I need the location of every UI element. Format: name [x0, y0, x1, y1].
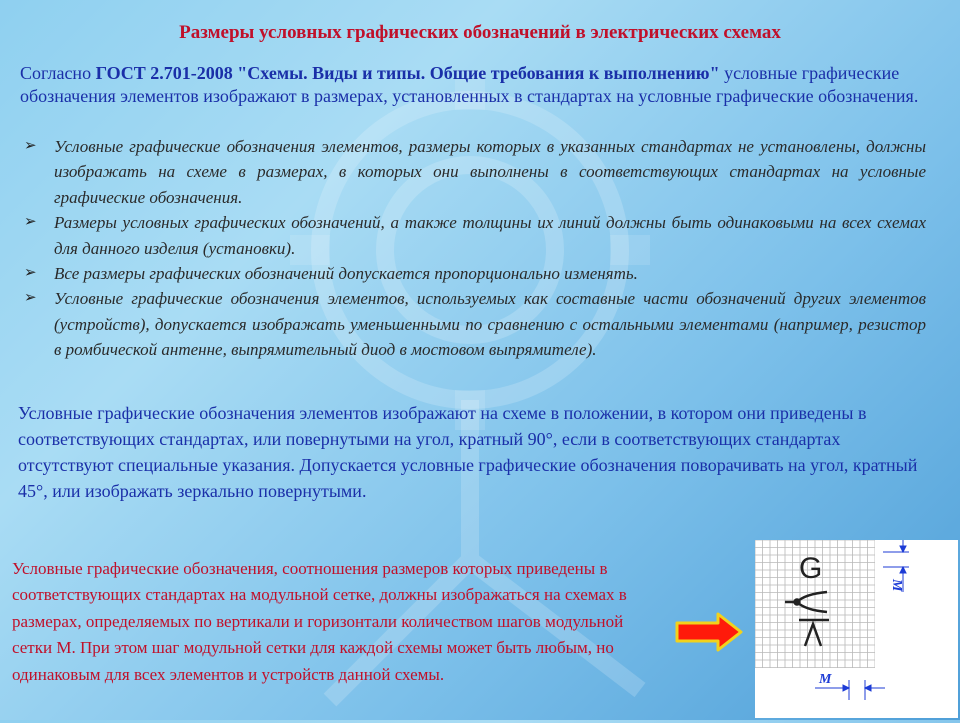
list-item [22, 210, 926, 261]
generator-symbol-label: G [799, 552, 823, 585]
modular-grid-drawing [755, 540, 958, 718]
list-item [22, 261, 926, 286]
intro-prefix: Согласно [20, 63, 96, 83]
dimension-m-horizontal: M [819, 672, 832, 687]
right-arrow-icon [674, 612, 744, 652]
rules-list [22, 134, 926, 363]
slide-title: Размеры условных графических обозначений в электрических схемах [179, 22, 781, 43]
dimension-area-bottom [755, 668, 958, 718]
intro-paragraph [20, 62, 920, 108]
bullet-arrow-icon: ➢ [24, 214, 37, 231]
bullet-arrow-icon: ➢ [24, 265, 37, 282]
intro-rest: условные графические обозначения элементов изображают в размерах, установленных в стандартах на условные графические обозначения. [20, 63, 919, 106]
orientation-paragraph: Условные графические обозначения элементов изображают на схеме в положении, в котором они приведены в соответствующих стандартах, или повернутыми на угол, кратный 90°, если в соответствующих стандартах отсутствуют специальные указания. Допускается условные графические обозначения поворачивать на угол, кратный 45°, или изображать зеркально повернутыми. [18, 403, 918, 501]
gost-reference: ГОСТ 2.701-2008 "Схемы. Виды и типы. Общие требования к выполнению" [95, 63, 720, 83]
list-item [22, 134, 926, 210]
bullet-arrow-icon: ➢ [24, 138, 37, 154]
list-item-text: Все размеры графических обозначений допускается пропорционально изменять. [54, 264, 638, 284]
list-item-text: Размеры условных графических обозначений, а также толщины их линий должны быть одинаковыми на всех схемах для данного изделия (установки). [54, 213, 926, 258]
bullet-arrow-icon: ➢ [24, 290, 37, 307]
list-item-text: Условные графические обозначения элементов, размеры которых в указанных стандартах не установлены, должны изображать на схеме в размерах, в которых они выполнены в соответствующих стандартах на условные графические обозначения. [54, 137, 926, 207]
list-item [22, 286, 926, 362]
dimension-m-vertical: M [889, 579, 904, 592]
antenna-symbol [785, 592, 827, 612]
modular-grid-paragraph: Условные графические обозначения, соотношения размеров которых приведены в соответствующих стандартах на модульной сетке, должны изображаться на схемах в размерах, определяемых по вертикали и горизонтали количеством шагов модульной сетки М. При этом шаг модульной сетки для каждой схемы может быть любым, но одинаковым для всех элементов и устройств данной схемы. [12, 559, 627, 684]
lambda-symbol [799, 620, 829, 646]
list-item-text: Условные графические обозначения элементов, используемых как составные части обозначений других элементов (устройств), допускается изображать уменьшенными по сравнению с остальными элементами (например, резистор в ромбической антенне, выпрямительный диод в мостовом выпрямителе). [54, 289, 926, 360]
modular-grid-diagram [755, 540, 958, 718]
